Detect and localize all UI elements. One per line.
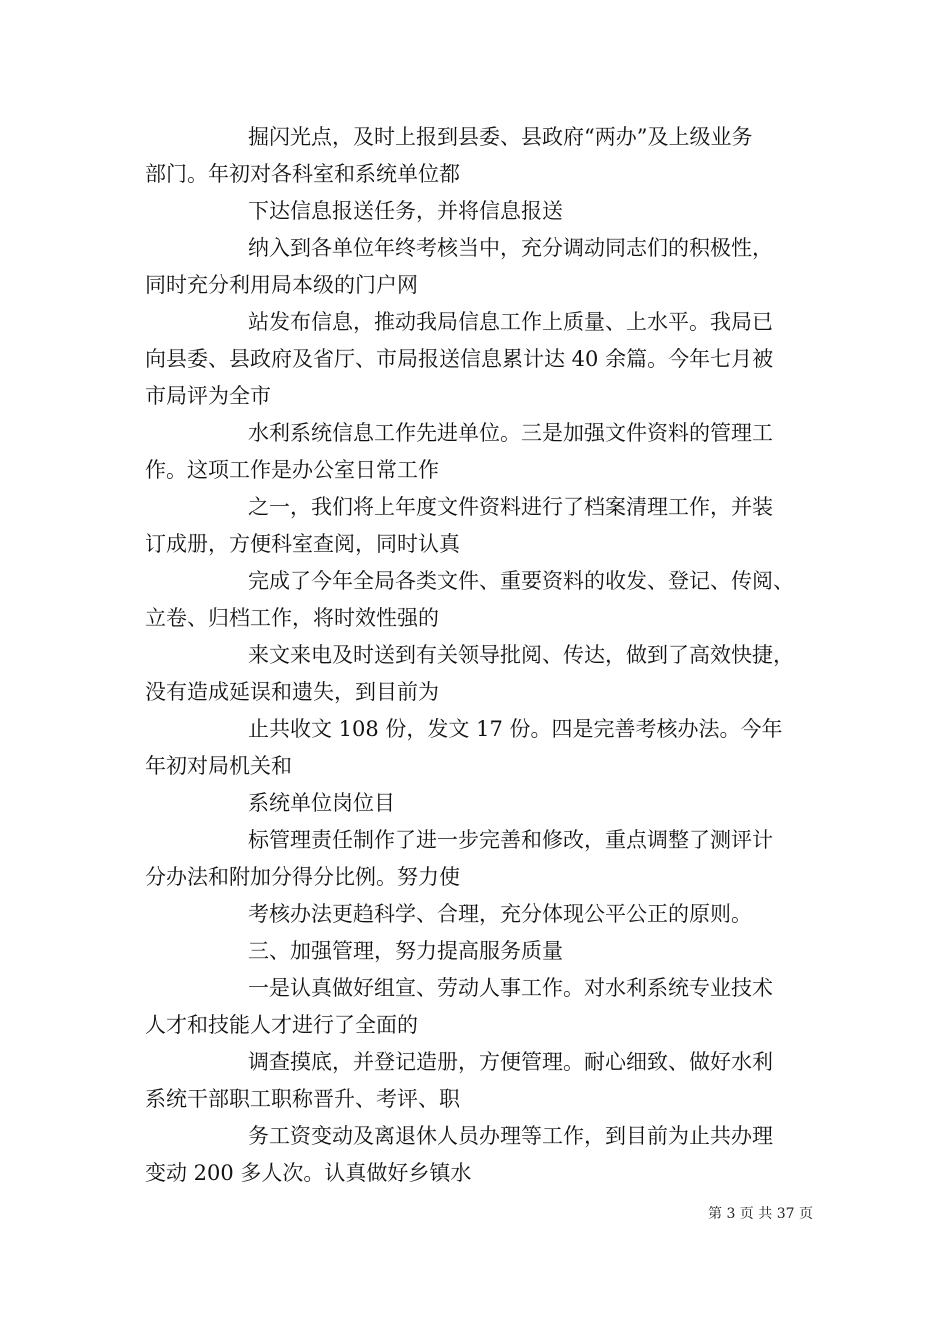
text-line: 分办法和附加分得分比例。努力使 bbox=[145, 865, 460, 889]
text-line: 考核办法更趋科学、合理，充分体现公平公正的原则。 bbox=[248, 902, 752, 926]
text-line: 站发布信息，推动我局信息工作上质量、上水平。我局已 bbox=[248, 310, 773, 334]
text-line: 水利系统信息工作先进单位。三是加强文件资料的管理工 bbox=[248, 421, 773, 445]
text-line: 订成册，方便科室查阅，同时认真 bbox=[145, 532, 460, 556]
text-line: 系统干部职工职称晋升、考评、职 bbox=[145, 1087, 460, 1111]
text-line: 标管理责任制作了进一步完善和修改，重点调整了测评计 bbox=[248, 828, 773, 852]
text-line: 向县委、县政府及省厅、市局报送信息累计达 40 余篇。今年七月被 bbox=[145, 347, 774, 371]
text-line: 完成了今年全局各类文件、重要资料的收发、登记、传阅、 bbox=[248, 569, 794, 593]
page-number-footer: 第 3 页 共 37 页 bbox=[708, 1206, 813, 1222]
text-line: 立卷、归档工作，将时效性强的 bbox=[145, 606, 439, 630]
text-line: 变动 200 多人次。认真做好乡镇水 bbox=[145, 1161, 472, 1185]
text-line: 止共收文 108 份，发文 17 份。四是完善考核办法。今年 bbox=[248, 717, 783, 741]
text-line: 来文来电及时送到有关领导批阅、传达，做到了高效快捷， bbox=[248, 643, 794, 667]
text-line: 掘闪光点，及时上报到县委、县政府“两办”及上级业务 bbox=[248, 125, 753, 149]
text-line: 纳入到各单位年终考核当中，充分调动同志们的积极性， bbox=[248, 236, 773, 260]
text-line: 调查摸底，并登记造册，方便管理。耐心细致、做好水利 bbox=[248, 1050, 773, 1074]
section-heading: 三、加强管理，努力提高服务质量 bbox=[248, 939, 563, 963]
text-line: 务工资变动及离退休人员办理等工作，到目前为止共办理 bbox=[248, 1124, 773, 1148]
text-line: 作。这项工作是办公室日常工作 bbox=[145, 458, 439, 482]
text-line: 没有造成延误和遗失，到目前为 bbox=[145, 680, 439, 704]
text-line: 一是认真做好组宣、劳动人事工作。对水利系统专业技术 bbox=[248, 976, 773, 1000]
text-line: 人才和技能人才进行了全面的 bbox=[145, 1013, 418, 1037]
text-line: 年初对局机关和 bbox=[145, 754, 292, 778]
text-line: 市局评为全市 bbox=[145, 384, 271, 408]
text-line: 之一，我们将上年度文件资料进行了档案清理工作，并装 bbox=[248, 495, 773, 519]
text-line: 系统单位岗位目 bbox=[248, 791, 395, 815]
body-text bbox=[145, 119, 815, 1192]
text-line: 下达信息报送任务，并将信息报送 bbox=[248, 199, 563, 223]
text-line: 部门。年初对各科室和系统单位都 bbox=[145, 162, 460, 186]
text-line: 同时充分利用局本级的门户网 bbox=[145, 273, 418, 297]
